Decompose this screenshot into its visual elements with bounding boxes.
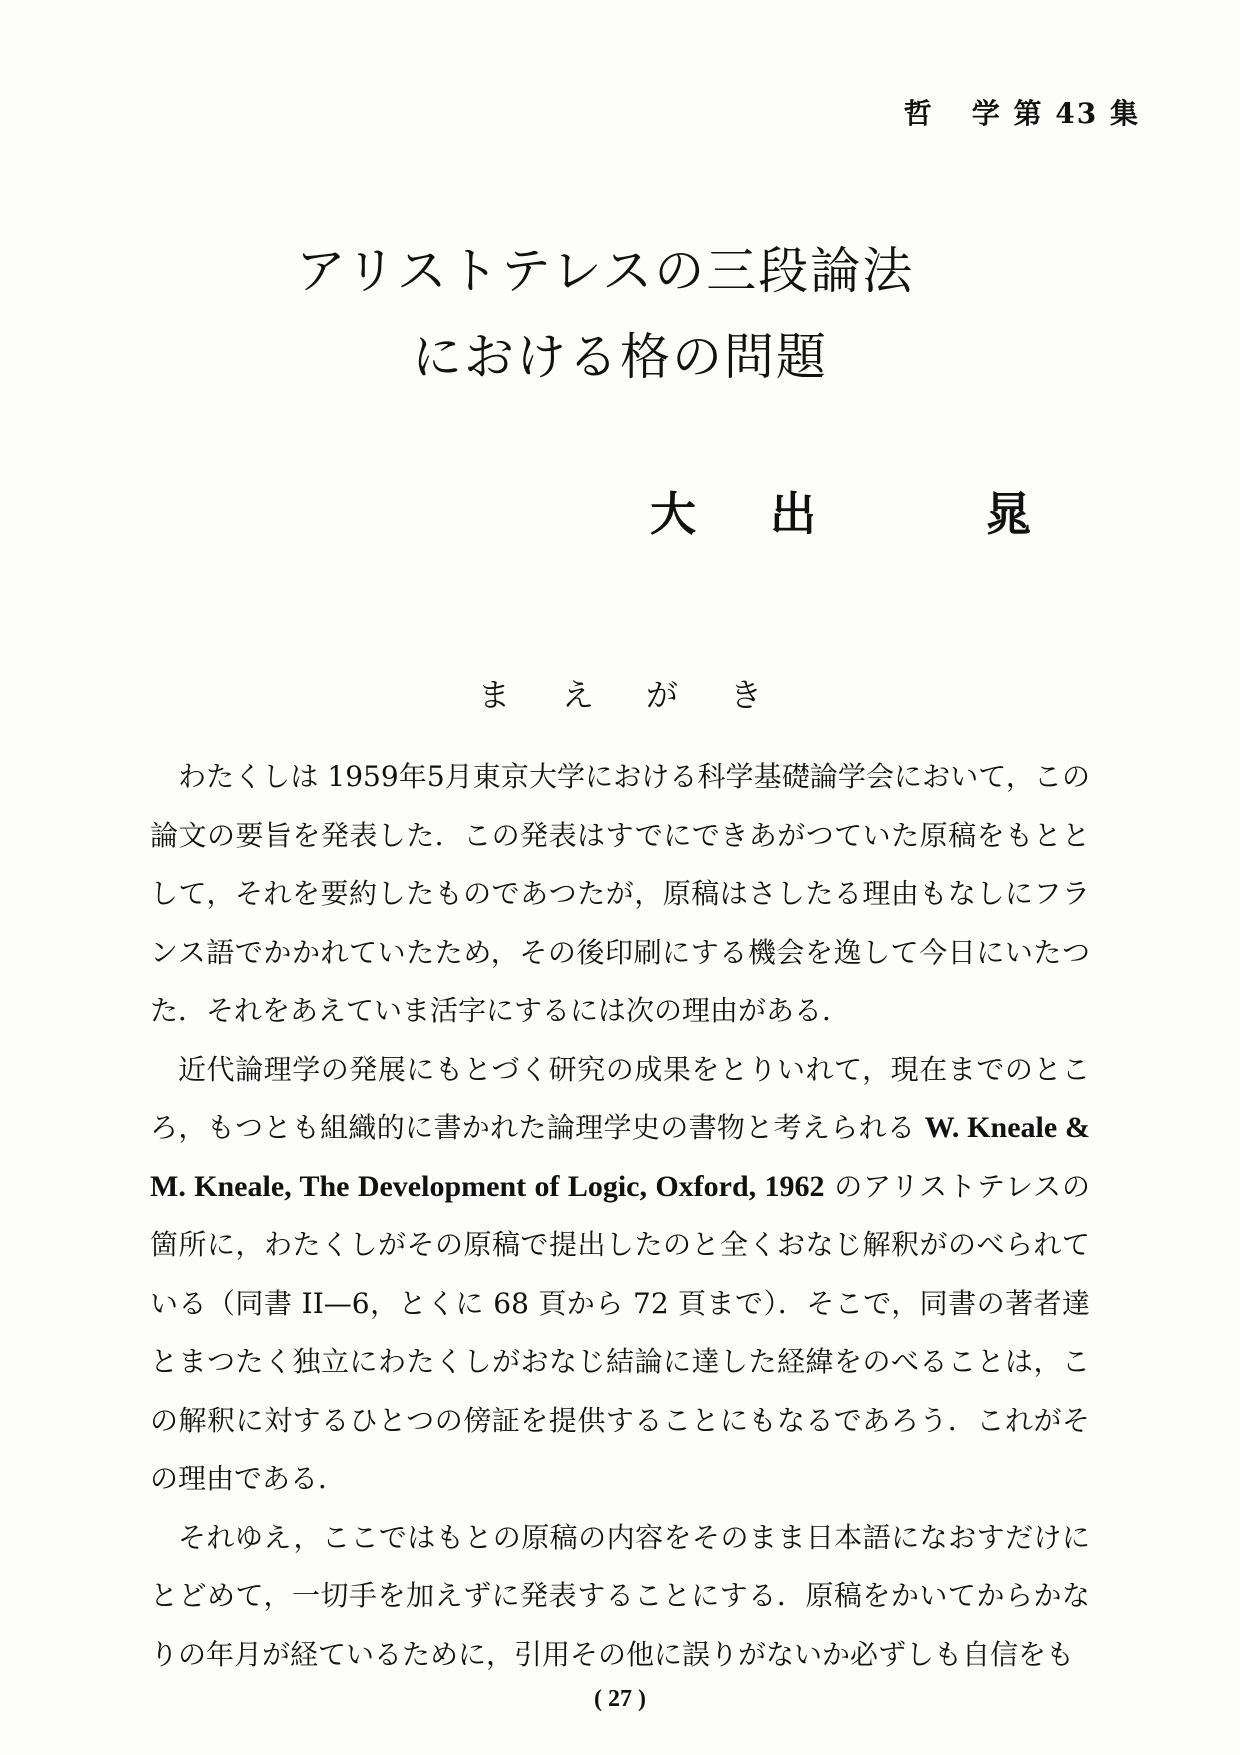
paragraph-2 — [150, 1041, 1090, 1509]
volume-number: 第 43 集 — [1013, 97, 1140, 130]
citation-reference: W. Kneale & M. Kneale, The Development of Logic, Oxford, 1962 — [150, 1111, 1090, 1203]
author-char-1: 大 — [650, 487, 696, 541]
paragraph-2-text-b: のアリストテレスの箇所に，わたくしがその原稿で提出したのと全くおなじ解釈がのべられている（同書 II—6，とくに 68 頁から 72 頁まで）．そこで，同書の著者達とまつたく独立にわたくしがおなじ結論に達した経緯をのべることは，この解釈に対するひとつの傍証を提供することにもなるであろう．これがその理由である． — [150, 1169, 1091, 1495]
article-title — [0, 228, 1240, 400]
running-head — [904, 92, 1140, 132]
paragraph-2-text-a: 近代論理学の発展にもとづく研究の成果をとりいれて，現在までのところ，もつとも組織的に書かれた論理学史の書物と考えられる — [150, 1052, 1090, 1144]
section-heading: まえがき — [477, 676, 814, 714]
author-char-2: 出 — [770, 487, 816, 541]
title-line-2: における格の問題 — [412, 328, 828, 386]
title-line-1: アリストテレスの三段論法 — [295, 242, 915, 300]
journal-name-part1: 哲 — [903, 97, 934, 130]
page-number: ( 27 ) — [594, 1686, 646, 1712]
body-text — [150, 748, 1090, 1684]
author-char-3: 晁 — [985, 487, 1031, 541]
journal-name-part2: 学 — [971, 97, 1002, 130]
paragraph-1: わたくしは 1959年5月東京大学における科学基礎論学会において，この論文の要旨を発表した．この発表はすでにできあがつていた原稿をもととして，それを要約したものであつたが，原稿はさしたる理由もなしにフランス語でかかれていたため，その後印刷にする機会を逸して今日にいたつた．それをあえていま活字にするには次の理由がある． — [150, 760, 1090, 1027]
paragraph-3: それゆえ，ここではもとの原稿の内容をそのまま日本語になおすだけにとどめて，一切手を加えずに発表することにする．原稿をかいてからかなりの年月が経ているために，引用その他に誤りがないか必ずしも自信をも — [150, 1520, 1090, 1671]
